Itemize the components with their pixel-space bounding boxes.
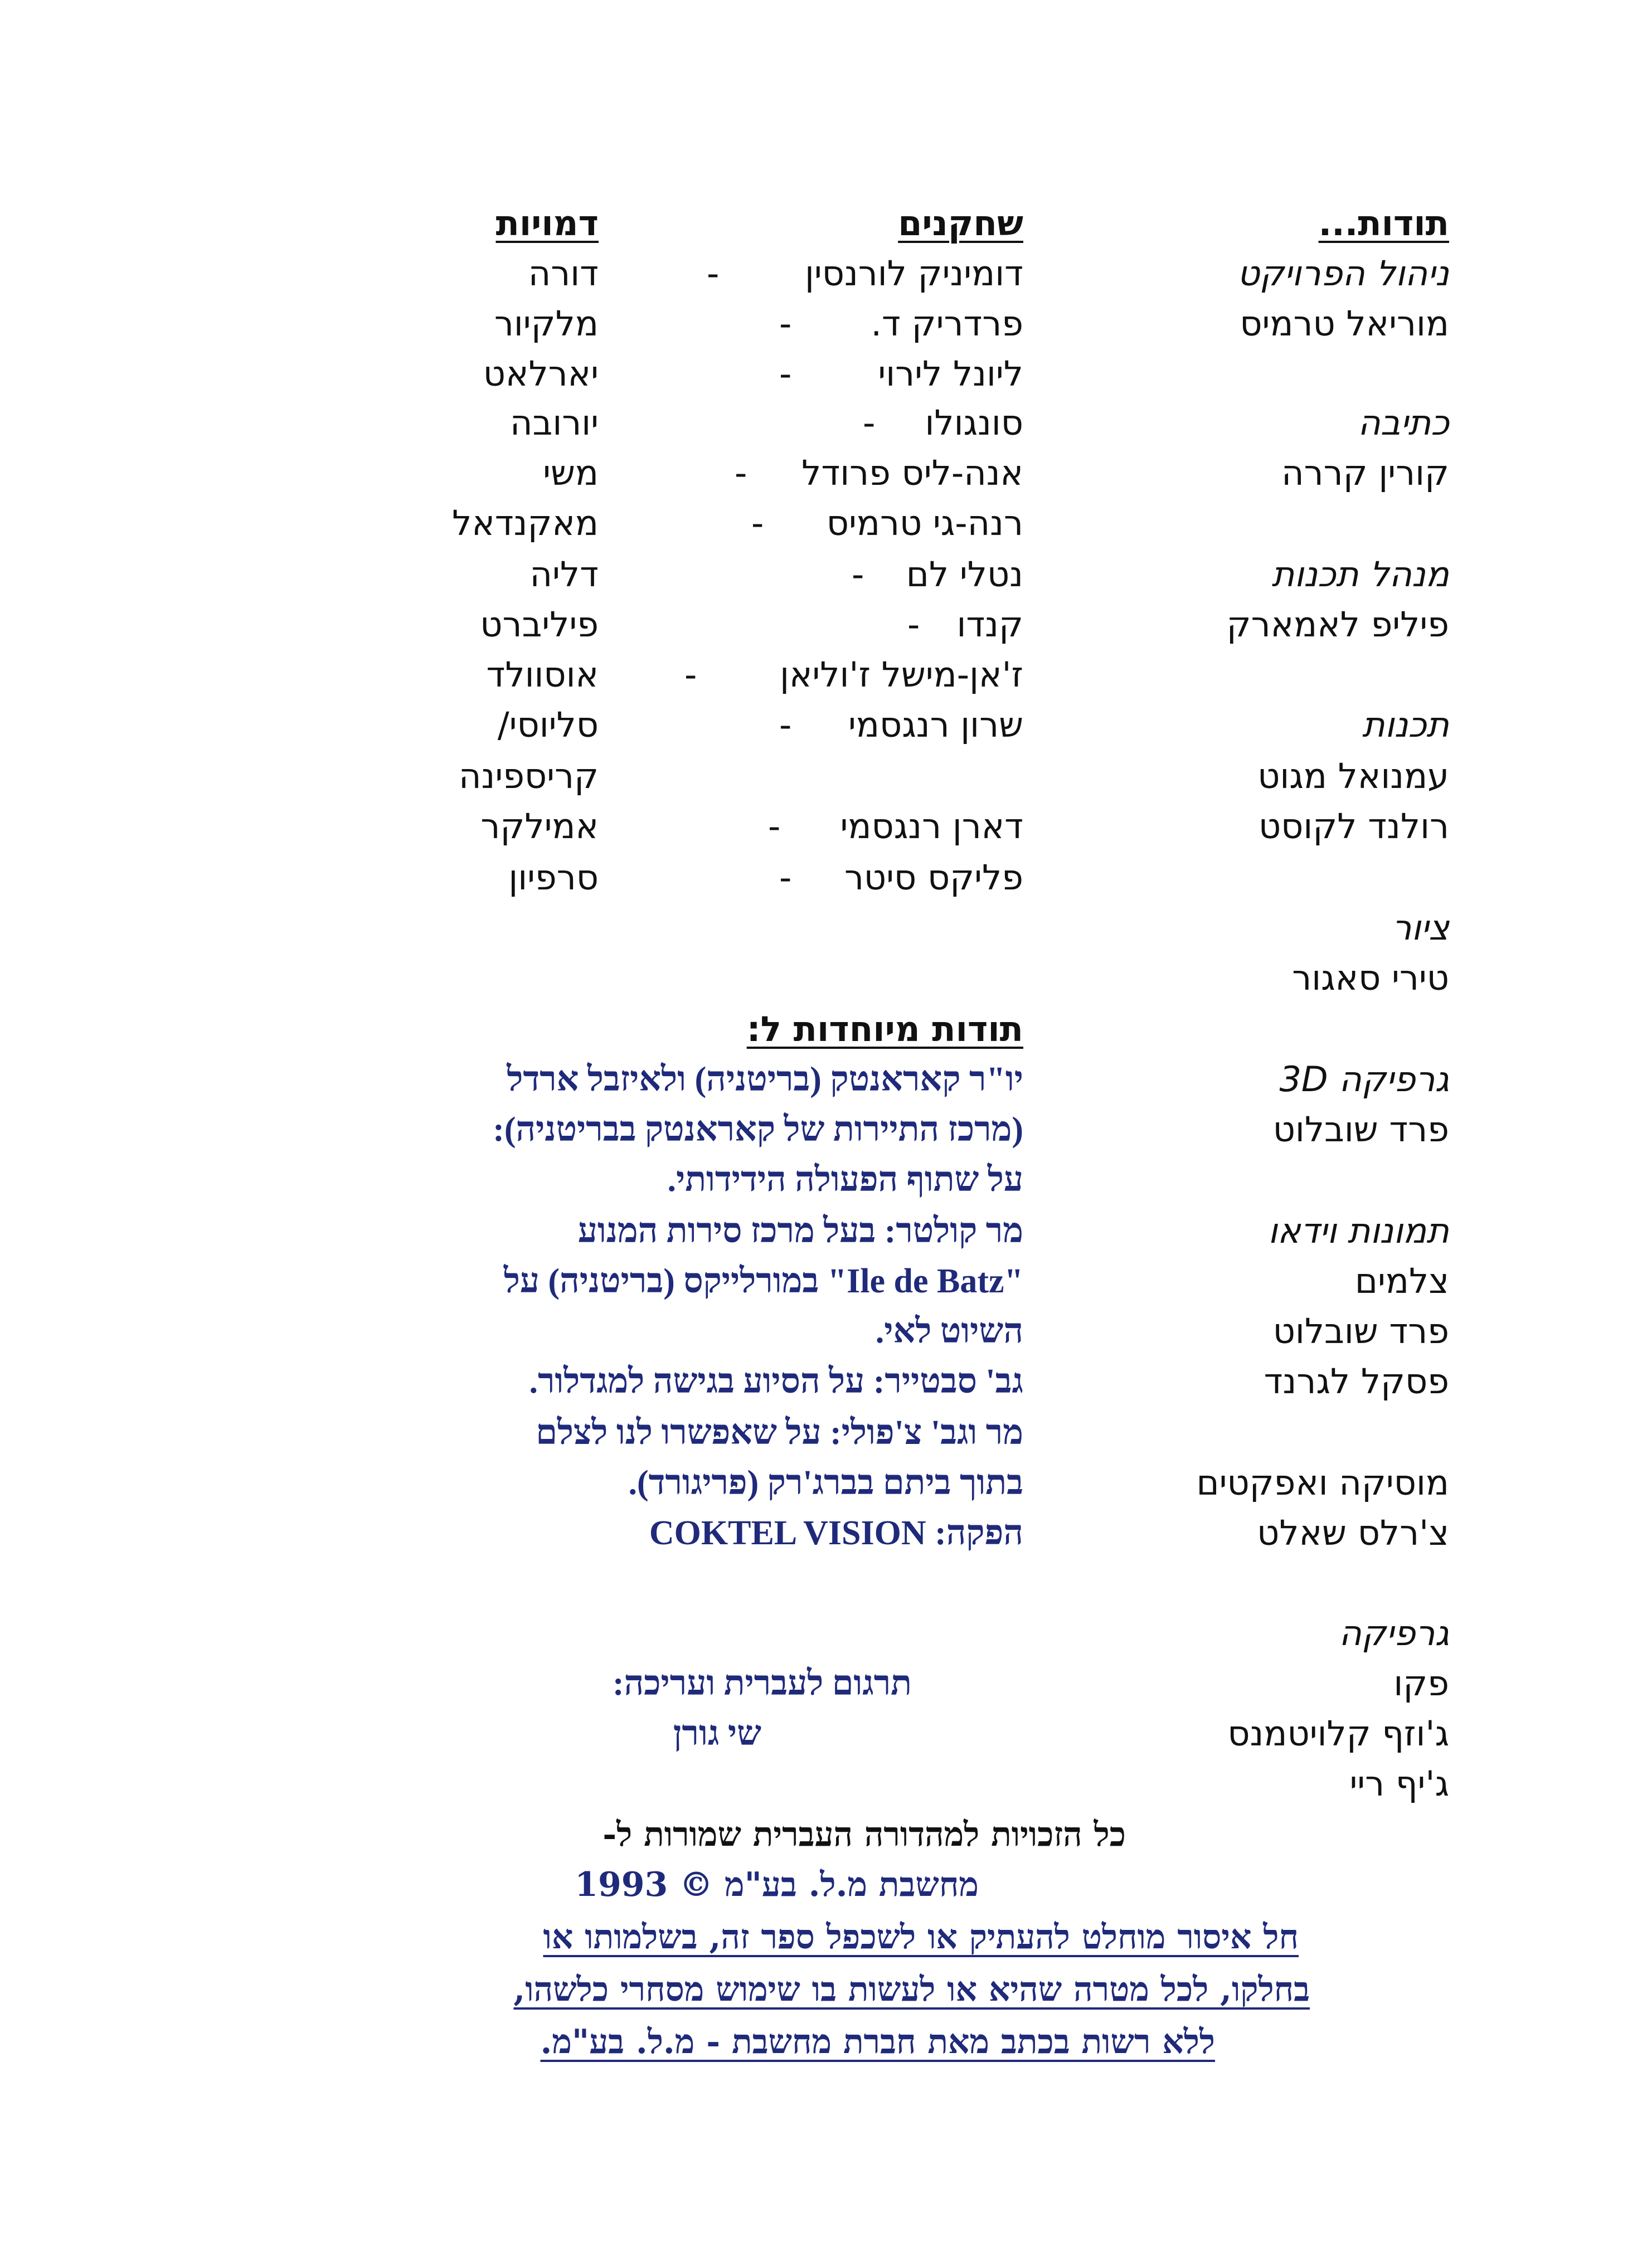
thanks-text: : בעל מרכז סירות המנוע	[577, 1212, 896, 1250]
thanks-text: : על הסיוע בגישה למגדלור.	[529, 1363, 885, 1400]
drawing-name: טירי סאגור	[1292, 957, 1449, 998]
cast-role: אמילקר	[480, 806, 599, 847]
programming-name-2: רולנד לקוסט	[1258, 806, 1449, 847]
cast-actor: קנדו	[956, 604, 1023, 645]
header-credits: תודות...	[1318, 203, 1449, 244]
special-thanks-line-2: (מרכז התיירות של קאראנטק בבריטניה):	[493, 1111, 1023, 1149]
thanks-name: מר וגב' צ'פולי	[841, 1414, 1023, 1452]
writing-name: קורין קררה	[1281, 453, 1449, 493]
special-thanks-line-7	[529, 1364, 1023, 1399]
thanks-text: (בריטניה) ול	[661, 1061, 830, 1098]
cast-dash: -	[751, 503, 764, 543]
header-characters: דמויות	[495, 203, 599, 244]
thanks-name: יו"ר קאראנטק	[830, 1061, 1023, 1098]
thanks-name: גב' סבטייר	[885, 1363, 1023, 1400]
cast-dash: -	[779, 353, 792, 394]
graphics-name-3: ג'יף ריי	[1349, 1763, 1449, 1804]
programming-title: תכנות	[1362, 704, 1449, 745]
cast-dash: -	[779, 303, 792, 344]
cast-role: יורובה	[510, 402, 599, 443]
production-label: הפקה:	[935, 1514, 1023, 1552]
cast-role: משי	[543, 453, 599, 493]
thanks-text: : על שאפשרו לנו לצלם	[536, 1414, 842, 1452]
cast-actor: אנה-ליס פרודל	[801, 453, 1023, 493]
project-head-title: ניהול הפרויקט	[1237, 253, 1449, 294]
music-name: צ'רלס שאלט	[1257, 1512, 1449, 1553]
cast-role: אוסוולד	[486, 654, 599, 695]
special-thanks-line-6: השיוט לאי.	[875, 1312, 1023, 1350]
cast-role: קריספינה	[459, 756, 599, 796]
cast-role: סרפיון	[508, 857, 599, 898]
rights-line-2: מחשבת מ.ל. בע"מ © 1993	[575, 1865, 979, 1904]
special-thanks-line-3: על שתוף הפעולה הידידותי.	[667, 1161, 1023, 1199]
cast-dash: -	[852, 554, 864, 595]
thanks-name: מר קולטר	[896, 1212, 1023, 1250]
cast-dash: -	[779, 704, 792, 745]
programming-name-1: עמנואל מגוט	[1257, 756, 1449, 796]
graphics-title: גרפיקה	[1339, 1613, 1449, 1653]
cast-actor: ליונל לירוי	[878, 353, 1023, 394]
drawing-title: ציור	[1392, 907, 1449, 948]
graphics3d-title: גרפיקה 3D	[1279, 1059, 1449, 1100]
cast-role: מאקנדאל	[452, 503, 599, 543]
copyright-warning-1: חל איסור מוחלט להעתיק או לשכפל ספר זה, בשלמותו או	[543, 1918, 1299, 1957]
production-company: COKTEL VISION	[649, 1514, 926, 1552]
special-thanks-line-4	[578, 1214, 1023, 1248]
rights-line-1: כל הזכויות למהדורה העברית שמורות ל-	[603, 1815, 1126, 1854]
cast-actor: ז'אן-מישל ז'וליאן	[780, 654, 1023, 695]
cast-role: יארלאט	[483, 353, 599, 394]
cast-actor: פרדריק ד.	[871, 303, 1023, 344]
cast-dash: -	[863, 402, 876, 443]
cast-actor: דארן רנגסמי	[840, 806, 1023, 847]
video-title: תמונות וידאו	[1268, 1210, 1449, 1251]
project-head-name: מוריאל טרמיס	[1240, 303, 1449, 344]
cast-role: מלקיור	[494, 303, 599, 344]
header-actors: שחקנים	[898, 203, 1023, 244]
cast-actor: רנה-גי טרמיס	[826, 503, 1023, 543]
video-name-1: פרד שובלוט	[1272, 1311, 1449, 1351]
cast-actor: פליקס סיטר	[844, 857, 1023, 898]
thanks-quote: "Ile de Batz"	[827, 1262, 1023, 1300]
translation-title: תרגום לעברית ועריכה:	[612, 1665, 912, 1703]
graphics-name-1: פקו	[1393, 1663, 1449, 1704]
graphics-name-2: ג'וזף קלויטמנס	[1227, 1713, 1449, 1754]
cast-actor: נטלי לם	[906, 554, 1023, 595]
thanks-name: איזבל ארדל	[507, 1061, 662, 1098]
special-thanks-line-9: בתוך ביתם בברג'רק (פריגורד).	[628, 1464, 1023, 1502]
cast-role: דורה	[528, 253, 599, 294]
music-title: מוסיקה ואפקטים	[1196, 1462, 1449, 1503]
tech-mgmt-title: מנהל תכנות	[1271, 554, 1449, 595]
special-thanks-title: תודות מיוחדות ל:	[746, 1009, 1023, 1049]
graphics3d-name: פרד שובלוט	[1272, 1109, 1449, 1150]
cast-dash: -	[684, 654, 697, 695]
cast-dash: -	[907, 604, 920, 645]
special-thanks-line-5	[504, 1264, 1023, 1298]
cast-actor: סונגולו	[925, 402, 1023, 443]
cast-dash: -	[707, 253, 720, 294]
copyright-warning-3: ללא רשות בכתב מאת חברת מחשבת - מ.ל. בע"מ.	[540, 2022, 1215, 2061]
cast-dash: -	[779, 857, 792, 898]
production-line	[649, 1516, 1023, 1550]
cast-actor: שרון רנגסמי	[848, 704, 1023, 745]
video-name-2: פסקל לגרנד	[1264, 1361, 1449, 1402]
cast-role: דליה	[529, 554, 599, 595]
cast-dash: -	[768, 806, 781, 847]
copyright-warning-2: בחלקו, לכל מטרה שהיא או לעשות בו שימוש מסחרי כלשהו,	[513, 1970, 1310, 2009]
video-sub: צלמים	[1354, 1261, 1449, 1301]
cast-role: סליוסי/	[497, 704, 599, 745]
tech-mgmt-name: פיליפ לאמארק	[1226, 604, 1449, 645]
writing-title: כתיבה	[1358, 402, 1449, 443]
cast-dash: -	[735, 453, 747, 493]
special-thanks-line-1	[507, 1062, 1023, 1097]
thanks-text: במורלייקס (בריטניה) על	[503, 1262, 828, 1300]
translator-name: שי גורן	[673, 1715, 761, 1753]
cast-role: פיליברט	[480, 604, 599, 645]
special-thanks-line-8	[536, 1416, 1023, 1450]
cast-actor: דומיניק לורנסין	[804, 253, 1023, 294]
